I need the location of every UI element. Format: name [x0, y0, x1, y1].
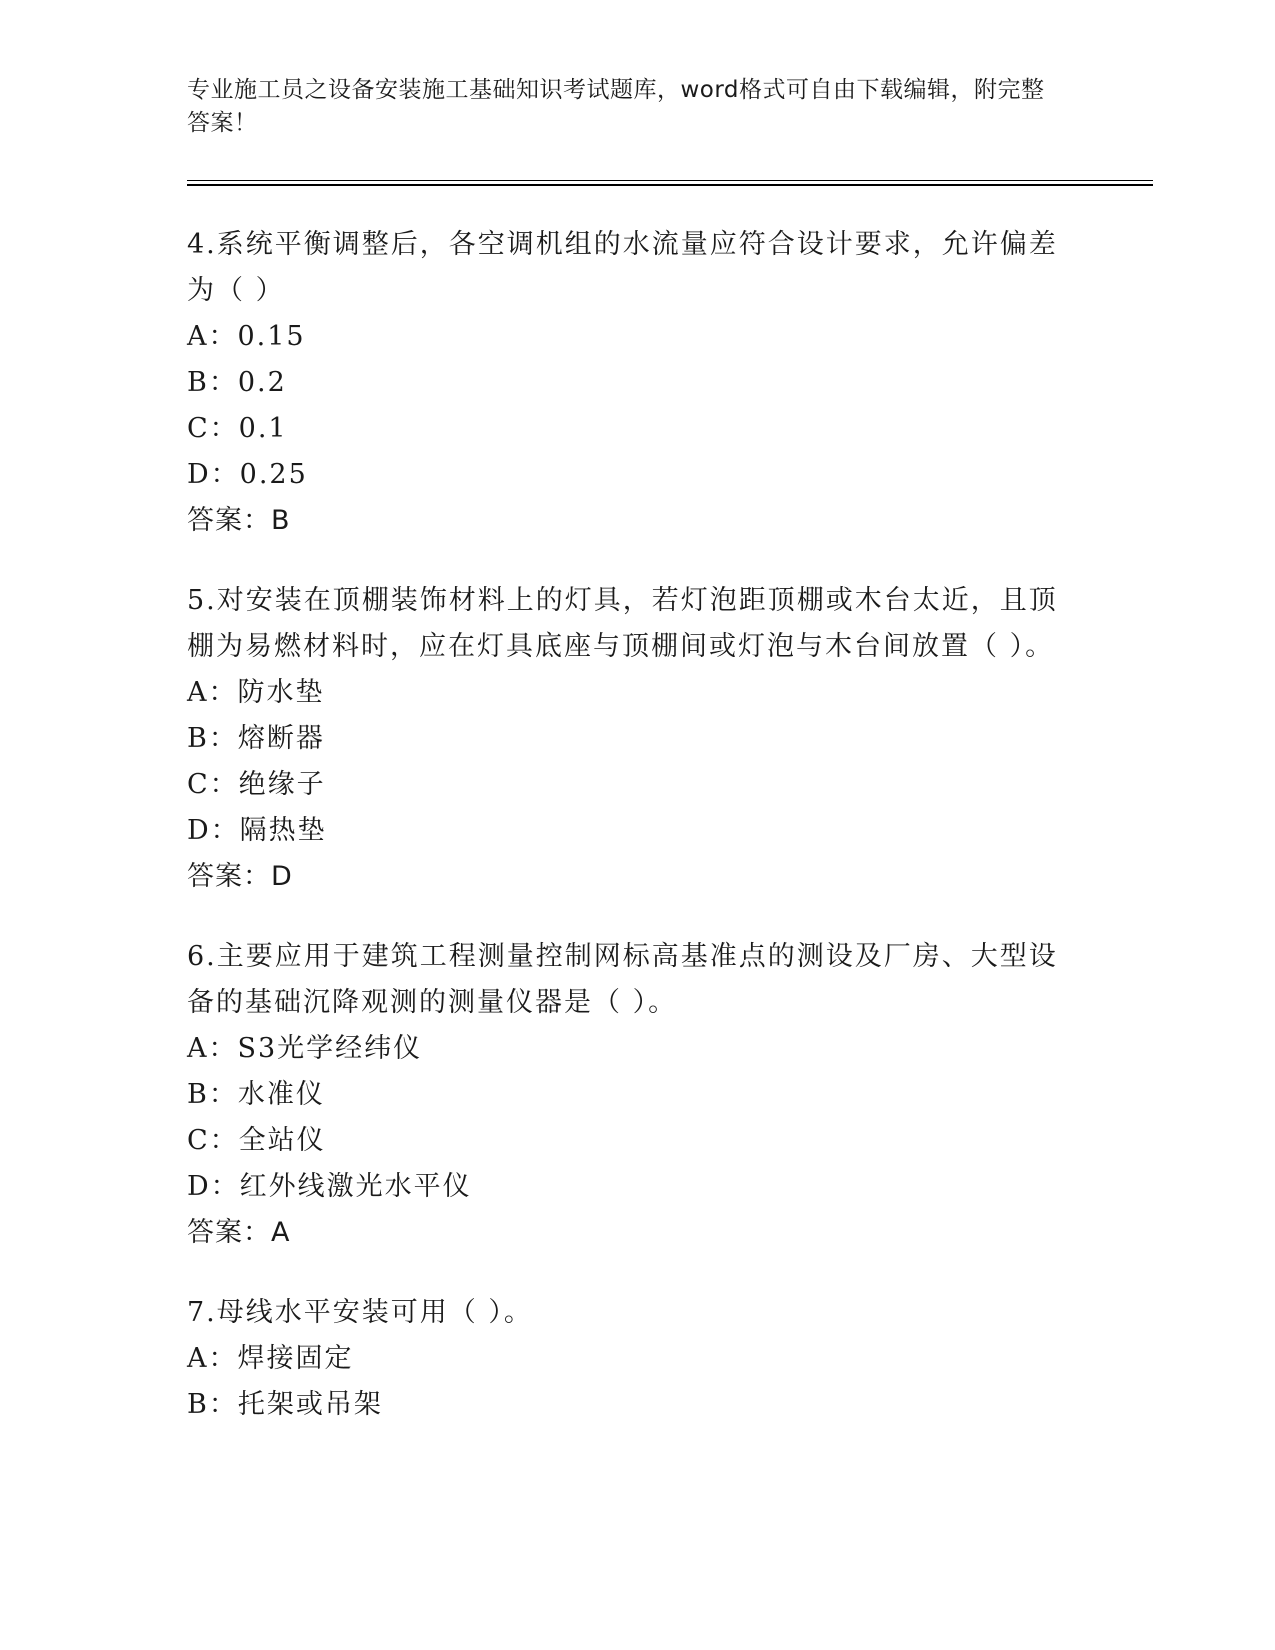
question-6: [187, 934, 1067, 1256]
question-5: [187, 578, 1067, 900]
option-c: C：绝缘子: [187, 769, 326, 800]
option-a: A：0.15: [187, 321, 306, 352]
answer-line: 答案：A: [187, 1217, 291, 1248]
option-d: D：隔热垫: [187, 815, 327, 846]
document-header: 专业施工员之设备安装施工基础知识考试题库，word格式可自由下载编辑，附完整答案！: [187, 77, 1045, 136]
question-7: [187, 1290, 1067, 1428]
option-b: B：水准仪: [187, 1079, 325, 1110]
answer-line: 答案：D: [187, 861, 293, 892]
answer-line: 答案：B: [187, 505, 291, 536]
header-divider-top: [187, 180, 1153, 181]
option-d: D：0.25: [187, 459, 308, 490]
option-c: C：0.1: [187, 413, 288, 444]
option-b: B：托架或吊架: [187, 1389, 383, 1420]
option-a: A：防水垫: [187, 677, 325, 708]
question-stem: 4.系统平衡调整后，各空调机组的水流量应符合设计要求，允许偏差为（ ）: [187, 229, 1058, 306]
option-a: A：焊接固定: [187, 1343, 354, 1374]
question-stem: 5.对安装在顶棚装饰材料上的灯具，若灯泡距顶棚或木台太近，且顶棚为易燃材料时，应在灯具底座与顶棚间或灯泡与木台间放置（ ）。: [187, 585, 1058, 662]
question-stem: 7.母线水平安装可用（ ）。: [187, 1297, 533, 1328]
question-stem: 6.主要应用于建筑工程测量控制网标高基准点的测设及厂房、大型设备的基础沉降观测的测量仪器是（ ）。: [187, 941, 1058, 1018]
option-a: A：S3光学经纬仪: [187, 1033, 423, 1064]
question-4: [187, 222, 1067, 544]
option-d: D：红外线激光水平仪: [187, 1171, 472, 1202]
option-b: B：0.2: [187, 367, 287, 398]
header-divider-bottom: [187, 184, 1153, 186]
option-b: B：熔断器: [187, 723, 325, 754]
option-c: C：全站仪: [187, 1125, 326, 1156]
